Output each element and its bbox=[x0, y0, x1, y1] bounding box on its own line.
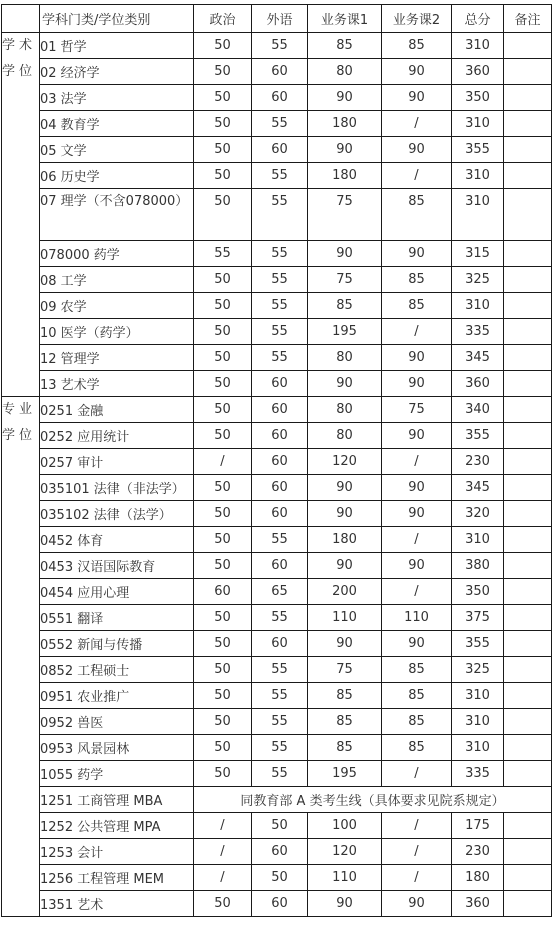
table-row bbox=[2, 865, 552, 891]
course-2-cell: / bbox=[382, 761, 452, 787]
discipline-name-cell: 1351 艺术 bbox=[40, 891, 194, 917]
discipline-name-cell: 0953 风景园林 bbox=[40, 735, 194, 761]
foreign-language-cell: 55 bbox=[252, 657, 308, 683]
politics-cell: 50 bbox=[194, 891, 252, 917]
total-cell: 340 bbox=[452, 397, 504, 423]
note-cell bbox=[504, 605, 552, 631]
course-1-cell: 90 bbox=[308, 553, 382, 579]
total-cell: 315 bbox=[452, 241, 504, 267]
discipline-name-cell: 02 经济学 bbox=[40, 59, 194, 85]
discipline-name-cell: 1251 工商管理 MBA bbox=[40, 787, 194, 813]
course-1-cell: 85 bbox=[308, 683, 382, 709]
politics-cell: 50 bbox=[194, 293, 252, 319]
note-cell bbox=[504, 111, 552, 137]
politics-cell: 55 bbox=[194, 241, 252, 267]
discipline-name-cell: 03 法学 bbox=[40, 85, 194, 111]
politics-cell: 50 bbox=[194, 163, 252, 189]
header-foreign-language: 外语 bbox=[252, 5, 308, 33]
foreign-language-cell: 60 bbox=[252, 59, 308, 85]
course-2-cell: 85 bbox=[382, 735, 452, 761]
discipline-name-cell: 06 历史学 bbox=[40, 163, 194, 189]
note-cell bbox=[504, 137, 552, 163]
header-discipline: 学科门类/学位类别 bbox=[40, 5, 194, 33]
note-cell bbox=[504, 475, 552, 501]
politics-cell: 50 bbox=[194, 605, 252, 631]
politics-cell: 50 bbox=[194, 371, 252, 397]
course-2-cell: 90 bbox=[382, 631, 452, 657]
note-cell bbox=[504, 293, 552, 319]
course-2-cell: / bbox=[382, 865, 452, 891]
foreign-language-cell: 55 bbox=[252, 189, 308, 241]
total-cell: 345 bbox=[452, 475, 504, 501]
politics-cell: / bbox=[194, 865, 252, 891]
note-cell bbox=[504, 865, 552, 891]
table-row bbox=[2, 839, 552, 865]
course-2-cell: 90 bbox=[382, 501, 452, 527]
note-cell bbox=[504, 579, 552, 605]
course-2-cell: 90 bbox=[382, 59, 452, 85]
table-row bbox=[2, 85, 552, 111]
politics-cell: 50 bbox=[194, 683, 252, 709]
discipline-name-cell: 08 工学 bbox=[40, 267, 194, 293]
course-2-cell: / bbox=[382, 527, 452, 553]
foreign-language-cell: 60 bbox=[252, 85, 308, 111]
total-cell: 230 bbox=[452, 449, 504, 475]
total-cell: 375 bbox=[452, 605, 504, 631]
course-2-cell: 85 bbox=[382, 683, 452, 709]
course-1-cell: 85 bbox=[308, 709, 382, 735]
category-label: 学术 bbox=[2, 38, 37, 53]
note-cell bbox=[504, 813, 552, 839]
politics-cell: 50 bbox=[194, 501, 252, 527]
foreign-language-cell: 55 bbox=[252, 319, 308, 345]
corner-cell bbox=[2, 5, 40, 33]
foreign-language-cell: 60 bbox=[252, 475, 308, 501]
foreign-language-cell: 55 bbox=[252, 605, 308, 631]
foreign-language-cell: 60 bbox=[252, 631, 308, 657]
table-row bbox=[2, 345, 552, 371]
table-row bbox=[2, 111, 552, 137]
discipline-name-cell: 1253 会计 bbox=[40, 839, 194, 865]
course-2-cell: / bbox=[382, 111, 452, 137]
header-politics: 政治 bbox=[194, 5, 252, 33]
course-2-cell: 90 bbox=[382, 553, 452, 579]
politics-cell: / bbox=[194, 813, 252, 839]
course-2-cell: 110 bbox=[382, 605, 452, 631]
course-1-cell: 110 bbox=[308, 865, 382, 891]
category-label: 专业 bbox=[2, 402, 37, 417]
score-table bbox=[1, 4, 552, 917]
course-1-cell: 90 bbox=[308, 501, 382, 527]
category-label: 学位 bbox=[2, 428, 37, 443]
foreign-language-cell: 55 bbox=[252, 527, 308, 553]
politics-cell: 50 bbox=[194, 189, 252, 241]
total-cell: 350 bbox=[452, 85, 504, 111]
foreign-language-cell: 60 bbox=[252, 423, 308, 449]
discipline-name-cell: 01 哲学 bbox=[40, 33, 194, 59]
politics-cell: 50 bbox=[194, 85, 252, 111]
politics-cell: 50 bbox=[194, 345, 252, 371]
table-row bbox=[2, 553, 552, 579]
total-cell: 310 bbox=[452, 709, 504, 735]
foreign-language-cell: 60 bbox=[252, 839, 308, 865]
total-cell: 310 bbox=[452, 111, 504, 137]
politics-cell: 50 bbox=[194, 553, 252, 579]
header-row bbox=[2, 5, 552, 33]
note-cell bbox=[504, 189, 552, 241]
foreign-language-cell: 60 bbox=[252, 371, 308, 397]
foreign-language-cell: 65 bbox=[252, 579, 308, 605]
politics-cell: 50 bbox=[194, 137, 252, 163]
table-row bbox=[2, 137, 552, 163]
header-course-1: 业务课1 bbox=[308, 5, 382, 33]
course-2-cell: 85 bbox=[382, 709, 452, 735]
foreign-language-cell: 50 bbox=[252, 813, 308, 839]
course-1-cell: 85 bbox=[308, 293, 382, 319]
note-cell bbox=[504, 709, 552, 735]
foreign-language-cell: 55 bbox=[252, 33, 308, 59]
course-1-cell: 180 bbox=[308, 111, 382, 137]
foreign-language-cell: 55 bbox=[252, 345, 308, 371]
discipline-name-cell: 13 艺术学 bbox=[40, 371, 194, 397]
table-row bbox=[2, 709, 552, 735]
course-2-cell: / bbox=[382, 839, 452, 865]
note-cell bbox=[504, 683, 552, 709]
course-1-cell: 100 bbox=[308, 813, 382, 839]
course-1-cell: 120 bbox=[308, 839, 382, 865]
foreign-language-cell: 55 bbox=[252, 163, 308, 189]
table-row bbox=[2, 163, 552, 189]
course-2-cell: 85 bbox=[382, 189, 452, 241]
table-row bbox=[2, 319, 552, 345]
total-cell: 180 bbox=[452, 865, 504, 891]
course-1-cell: 80 bbox=[308, 345, 382, 371]
discipline-name-cell: 0251 金融 bbox=[40, 397, 194, 423]
table-row bbox=[2, 423, 552, 449]
table-body bbox=[2, 5, 552, 917]
discipline-name-cell: 1252 公共管理 MPA bbox=[40, 813, 194, 839]
note-cell bbox=[504, 761, 552, 787]
total-cell: 310 bbox=[452, 163, 504, 189]
course-1-cell: 90 bbox=[308, 631, 382, 657]
table-row bbox=[2, 293, 552, 319]
total-cell: 310 bbox=[452, 683, 504, 709]
foreign-language-cell: 55 bbox=[252, 761, 308, 787]
note-cell bbox=[504, 501, 552, 527]
course-1-cell: 90 bbox=[308, 371, 382, 397]
politics-cell: 50 bbox=[194, 397, 252, 423]
discipline-name-cell: 0951 农业推广 bbox=[40, 683, 194, 709]
total-cell: 355 bbox=[452, 423, 504, 449]
note-cell bbox=[504, 839, 552, 865]
note-cell bbox=[504, 85, 552, 111]
table-row bbox=[2, 241, 552, 267]
politics-cell: 60 bbox=[194, 579, 252, 605]
discipline-name-cell: 0952 兽医 bbox=[40, 709, 194, 735]
note-cell bbox=[504, 527, 552, 553]
foreign-language-cell: 55 bbox=[252, 709, 308, 735]
discipline-name-cell: 035101 法律（非法学） bbox=[40, 475, 194, 501]
discipline-name-cell: 0552 新闻与传播 bbox=[40, 631, 194, 657]
total-cell: 310 bbox=[452, 189, 504, 241]
discipline-name-cell: 0551 翻译 bbox=[40, 605, 194, 631]
category-cell bbox=[2, 33, 40, 397]
course-1-cell: 85 bbox=[308, 735, 382, 761]
politics-cell: 50 bbox=[194, 267, 252, 293]
discipline-name-cell: 0852 工程硕士 bbox=[40, 657, 194, 683]
table-row bbox=[2, 761, 552, 787]
course-2-cell: 90 bbox=[382, 345, 452, 371]
course-1-cell: 90 bbox=[308, 241, 382, 267]
foreign-language-cell: 50 bbox=[252, 865, 308, 891]
table-row bbox=[2, 501, 552, 527]
total-cell: 310 bbox=[452, 527, 504, 553]
note-cell bbox=[504, 657, 552, 683]
table-row bbox=[2, 579, 552, 605]
total-cell: 335 bbox=[452, 319, 504, 345]
table-row bbox=[2, 735, 552, 761]
politics-cell: 50 bbox=[194, 761, 252, 787]
course-1-cell: 75 bbox=[308, 267, 382, 293]
total-cell: 335 bbox=[452, 761, 504, 787]
merged-requirement-cell: 同教育部 A 类考生线（具体要求见院系规定） bbox=[194, 787, 552, 813]
course-2-cell: 85 bbox=[382, 293, 452, 319]
course-1-cell: 195 bbox=[308, 761, 382, 787]
discipline-name-cell: 09 农学 bbox=[40, 293, 194, 319]
foreign-language-cell: 60 bbox=[252, 553, 308, 579]
course-1-cell: 90 bbox=[308, 891, 382, 917]
foreign-language-cell: 60 bbox=[252, 891, 308, 917]
note-cell bbox=[504, 553, 552, 579]
course-2-cell: 85 bbox=[382, 657, 452, 683]
header-total: 总分 bbox=[452, 5, 504, 33]
course-1-cell: 120 bbox=[308, 449, 382, 475]
discipline-name-cell: 0454 应用心理 bbox=[40, 579, 194, 605]
discipline-name-cell: 1055 药学 bbox=[40, 761, 194, 787]
table-row bbox=[2, 683, 552, 709]
foreign-language-cell: 55 bbox=[252, 241, 308, 267]
course-1-cell: 90 bbox=[308, 85, 382, 111]
table-row bbox=[2, 657, 552, 683]
course-2-cell: 90 bbox=[382, 475, 452, 501]
total-cell: 310 bbox=[452, 33, 504, 59]
total-cell: 175 bbox=[452, 813, 504, 839]
politics-cell: 50 bbox=[194, 319, 252, 345]
discipline-name-cell: 0257 审计 bbox=[40, 449, 194, 475]
note-cell bbox=[504, 319, 552, 345]
total-cell: 345 bbox=[452, 345, 504, 371]
course-1-cell: 195 bbox=[308, 319, 382, 345]
course-1-cell: 180 bbox=[308, 163, 382, 189]
foreign-language-cell: 60 bbox=[252, 137, 308, 163]
note-cell bbox=[504, 397, 552, 423]
total-cell: 360 bbox=[452, 371, 504, 397]
table-row bbox=[2, 371, 552, 397]
course-1-cell: 200 bbox=[308, 579, 382, 605]
course-1-cell: 110 bbox=[308, 605, 382, 631]
foreign-language-cell: 55 bbox=[252, 735, 308, 761]
course-2-cell: 90 bbox=[382, 85, 452, 111]
course-2-cell: 75 bbox=[382, 397, 452, 423]
course-2-cell: 90 bbox=[382, 423, 452, 449]
politics-cell: 50 bbox=[194, 709, 252, 735]
politics-cell: / bbox=[194, 449, 252, 475]
note-cell bbox=[504, 267, 552, 293]
course-1-cell: 80 bbox=[308, 397, 382, 423]
note-cell bbox=[504, 891, 552, 917]
course-2-cell: 90 bbox=[382, 891, 452, 917]
foreign-language-cell: 60 bbox=[252, 501, 308, 527]
foreign-language-cell: 55 bbox=[252, 267, 308, 293]
politics-cell: 50 bbox=[194, 735, 252, 761]
total-cell: 230 bbox=[452, 839, 504, 865]
politics-cell: 50 bbox=[194, 33, 252, 59]
total-cell: 310 bbox=[452, 735, 504, 761]
foreign-language-cell: 60 bbox=[252, 449, 308, 475]
discipline-name-cell: 0453 汉语国际教育 bbox=[40, 553, 194, 579]
note-cell bbox=[504, 371, 552, 397]
total-cell: 310 bbox=[452, 293, 504, 319]
total-cell: 350 bbox=[452, 579, 504, 605]
course-2-cell: 85 bbox=[382, 33, 452, 59]
discipline-name-cell: 078000 药学 bbox=[40, 241, 194, 267]
course-2-cell: 90 bbox=[382, 371, 452, 397]
total-cell: 355 bbox=[452, 137, 504, 163]
course-2-cell: / bbox=[382, 579, 452, 605]
table-row bbox=[2, 527, 552, 553]
course-1-cell: 80 bbox=[308, 423, 382, 449]
table-row bbox=[2, 189, 552, 241]
foreign-language-cell: 55 bbox=[252, 111, 308, 137]
foreign-language-cell: 55 bbox=[252, 683, 308, 709]
table-row bbox=[2, 813, 552, 839]
politics-cell: 50 bbox=[194, 631, 252, 657]
discipline-name-cell: 12 管理学 bbox=[40, 345, 194, 371]
note-cell bbox=[504, 33, 552, 59]
total-cell: 380 bbox=[452, 553, 504, 579]
foreign-language-cell: 55 bbox=[252, 293, 308, 319]
foreign-language-cell: 60 bbox=[252, 397, 308, 423]
course-1-cell: 90 bbox=[308, 137, 382, 163]
course-2-cell: 90 bbox=[382, 241, 452, 267]
course-1-cell: 180 bbox=[308, 527, 382, 553]
note-cell bbox=[504, 345, 552, 371]
total-cell: 355 bbox=[452, 631, 504, 657]
total-cell: 320 bbox=[452, 501, 504, 527]
table-row bbox=[2, 59, 552, 85]
note-cell bbox=[504, 423, 552, 449]
note-cell bbox=[504, 59, 552, 85]
total-cell: 325 bbox=[452, 267, 504, 293]
politics-cell: 50 bbox=[194, 423, 252, 449]
discipline-name-cell: 035102 法律（法学） bbox=[40, 501, 194, 527]
discipline-name-cell: 10 医学（药学） bbox=[40, 319, 194, 345]
discipline-name-cell: 0252 应用统计 bbox=[40, 423, 194, 449]
course-1-cell: 75 bbox=[308, 189, 382, 241]
table-row bbox=[2, 787, 552, 813]
total-cell: 360 bbox=[452, 891, 504, 917]
course-2-cell: 90 bbox=[382, 137, 452, 163]
course-1-cell: 80 bbox=[308, 59, 382, 85]
discipline-name-cell: 07 理学（不含078000） bbox=[40, 189, 194, 241]
discipline-name-cell: 0452 体育 bbox=[40, 527, 194, 553]
note-cell bbox=[504, 163, 552, 189]
discipline-name-cell: 05 文学 bbox=[40, 137, 194, 163]
note-cell bbox=[504, 735, 552, 761]
table-row bbox=[2, 631, 552, 657]
table-row bbox=[2, 891, 552, 917]
total-cell: 360 bbox=[452, 59, 504, 85]
course-1-cell: 90 bbox=[308, 475, 382, 501]
politics-cell: 50 bbox=[194, 475, 252, 501]
note-cell bbox=[504, 631, 552, 657]
discipline-name-cell: 04 教育学 bbox=[40, 111, 194, 137]
total-cell: 325 bbox=[452, 657, 504, 683]
politics-cell: 50 bbox=[194, 657, 252, 683]
note-cell bbox=[504, 241, 552, 267]
table-row bbox=[2, 475, 552, 501]
course-1-cell: 85 bbox=[308, 33, 382, 59]
table-row bbox=[2, 605, 552, 631]
course-2-cell: / bbox=[382, 813, 452, 839]
header-note: 备注 bbox=[504, 5, 552, 33]
politics-cell: 50 bbox=[194, 59, 252, 85]
course-2-cell: 85 bbox=[382, 267, 452, 293]
table-row bbox=[2, 397, 552, 423]
table-row bbox=[2, 267, 552, 293]
politics-cell: 50 bbox=[194, 111, 252, 137]
table-row bbox=[2, 449, 552, 475]
category-cell bbox=[2, 397, 40, 917]
course-2-cell: / bbox=[382, 319, 452, 345]
table-row bbox=[2, 33, 552, 59]
note-cell bbox=[504, 449, 552, 475]
politics-cell: 50 bbox=[194, 527, 252, 553]
politics-cell: / bbox=[194, 839, 252, 865]
header-course-2: 业务课2 bbox=[382, 5, 452, 33]
course-1-cell: 75 bbox=[308, 657, 382, 683]
course-2-cell: / bbox=[382, 449, 452, 475]
category-label: 学位 bbox=[2, 64, 37, 79]
discipline-name-cell: 1256 工程管理 MEM bbox=[40, 865, 194, 891]
course-2-cell: / bbox=[382, 163, 452, 189]
